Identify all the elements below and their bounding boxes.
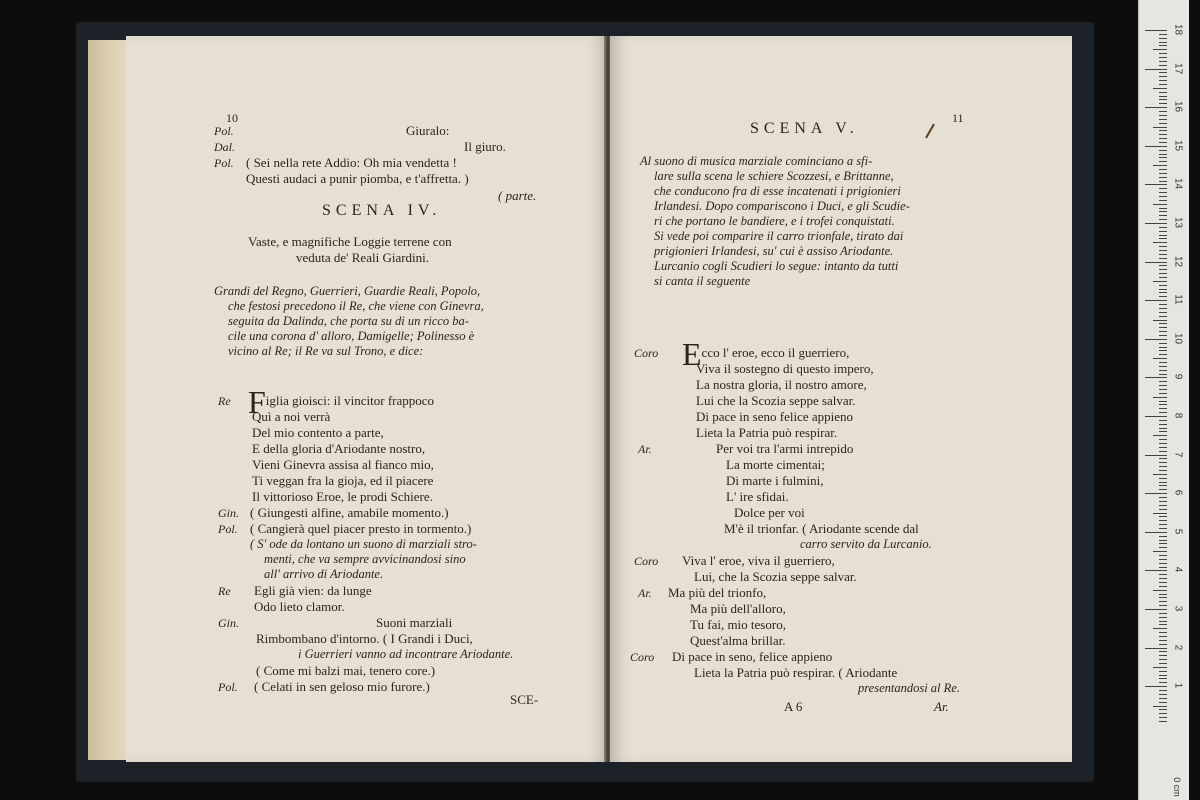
ruler-tick — [1145, 648, 1167, 649]
ruler-tick — [1159, 161, 1167, 162]
ruler-tick — [1153, 474, 1167, 475]
ruler-tick — [1145, 146, 1167, 147]
verse-line: Quì a noi verrà — [252, 409, 331, 424]
ruler-tick — [1145, 69, 1167, 70]
drop-cap: E — [682, 336, 702, 372]
verse-line: Lieta la Patria può respirar. — [696, 425, 838, 440]
verse-line: Ma più del trionfo, — [668, 585, 767, 600]
ruler-tick — [1153, 628, 1167, 629]
ruler-tick — [1153, 320, 1167, 321]
ruler-tick — [1159, 385, 1167, 386]
verse-line: Di pace in seno, felice appieno — [672, 649, 833, 664]
ruler-tick — [1159, 142, 1167, 143]
verse-line: ( Sei nella rete Addio: Oh mia vendetta ! — [246, 155, 457, 170]
verse-line: Del mio contento a parte, — [252, 425, 384, 440]
ruler-tick — [1159, 651, 1167, 652]
verse-line: L' ire sfidai. — [726, 489, 789, 504]
ruler-tick — [1159, 157, 1167, 158]
ruler-tick — [1159, 489, 1167, 490]
ruler-tick — [1159, 370, 1167, 371]
verse-line: ( Cangierà quel piacer presto in tormento.) — [250, 521, 472, 536]
ruler-number: 12 — [1172, 255, 1184, 267]
ruler-tick — [1159, 578, 1167, 579]
verse-line: Odo lieto clamor. — [254, 599, 345, 614]
ruler-tick — [1159, 702, 1167, 703]
ruler-tick — [1145, 300, 1167, 301]
ruler-tick — [1145, 107, 1167, 108]
ruler-tick — [1159, 547, 1167, 548]
ruler-number: 3 — [1172, 605, 1184, 612]
ruler-tick — [1145, 493, 1167, 494]
ruler-tick — [1159, 215, 1167, 216]
ruler-tick — [1159, 497, 1167, 498]
ruler-tick — [1159, 246, 1167, 247]
verse-line: ( Come mi balzi mai, tenero core.) — [256, 663, 436, 678]
verse-line: Lui, che la Scozia seppe salvar. — [694, 569, 857, 584]
ruler-tick — [1159, 238, 1167, 239]
ruler-tick — [1159, 582, 1167, 583]
ruler-tick — [1159, 99, 1167, 100]
ruler-tick — [1159, 659, 1167, 660]
ruler-tick — [1145, 262, 1167, 263]
ruler-tick — [1159, 231, 1167, 232]
ruler-tick — [1159, 485, 1167, 486]
verse-line: La nostra gloria, il nostro amore, — [696, 377, 867, 392]
catchword: SCE- — [510, 692, 539, 707]
verse-text: iglia gioisci: il vincitor frappoco — [265, 393, 435, 408]
ruler-tick — [1159, 292, 1167, 293]
speaker: Coro — [630, 650, 655, 664]
ruler-tick — [1159, 567, 1167, 568]
verse-line: Egli già vien: da lunge — [254, 583, 372, 598]
ruler-tick — [1159, 374, 1167, 375]
ruler-tick — [1159, 516, 1167, 517]
ruler-tick — [1159, 678, 1167, 679]
ruler-tick — [1159, 273, 1167, 274]
ruler-tick — [1159, 327, 1167, 328]
ruler-tick — [1159, 462, 1167, 463]
ruler-tick — [1159, 84, 1167, 85]
stage-direction: Lurcanio cogli Scudieri lo segue: intanto da tutti — [654, 259, 899, 273]
ruler-tick — [1145, 686, 1167, 687]
ruler-tick — [1153, 590, 1167, 591]
ruler-tick — [1159, 613, 1167, 614]
ruler-tick — [1159, 470, 1167, 471]
ruler-tick — [1159, 655, 1167, 656]
verse-line: Il vittorioso Eroe, le prodi Schiere. — [252, 489, 433, 504]
verse-line: Vieni Ginevra assisa al fianco mio, — [252, 457, 434, 472]
verse-line: Giuralo: — [406, 123, 450, 138]
speaker: Ar. — [638, 586, 652, 600]
stage-direction: presentandosi al Re. — [858, 681, 960, 695]
ruler-tick — [1159, 404, 1167, 405]
verse-line: Ma più dell'alloro, — [690, 601, 786, 616]
ruler-tick — [1159, 393, 1167, 394]
stage-direction: prigionieri Irlandesi, su' cui è assiso Ariodante. — [654, 244, 894, 258]
ruler-tick — [1159, 219, 1167, 220]
stage-direction: lare sulla scena le schiere Scozzesi, e Brittanne, — [654, 169, 894, 183]
ruler-tick — [1159, 543, 1167, 544]
ruler-tick — [1159, 574, 1167, 575]
ruler-number: 8 — [1172, 412, 1184, 419]
ruler-tick — [1159, 173, 1167, 174]
speaker: Dal. — [214, 140, 235, 154]
stage-direction: che conducono fra di esse incatenati i prigionieri — [654, 184, 901, 198]
ruler-tick — [1145, 455, 1167, 456]
ruler-tick — [1159, 478, 1167, 479]
stage-direction: cile una corona d' alloro, Damigelle; Polinesso è — [228, 329, 475, 343]
right-page — [610, 36, 1072, 762]
ruler-tick — [1159, 285, 1167, 286]
verse-line: Lieta la Patria può respirar. ( Ariodante — [694, 665, 898, 680]
ruler-tick — [1159, 632, 1167, 633]
ruler-tick — [1159, 466, 1167, 467]
ruler-tick — [1159, 335, 1167, 336]
ruler-tick — [1159, 555, 1167, 556]
ruler-tick — [1159, 323, 1167, 324]
verse-line: ( Celati in sen geloso mio furore.) — [254, 679, 430, 694]
ruler-tick — [1159, 563, 1167, 564]
scene-title: SCENA V. — [750, 120, 859, 137]
ruler-tick — [1159, 671, 1167, 672]
ruler-tick — [1153, 551, 1167, 552]
ruler-tick — [1159, 343, 1167, 344]
ruler-unit-label: 0 cm — [1172, 777, 1183, 797]
ruler-tick — [1159, 412, 1167, 413]
ruler-tick — [1145, 339, 1167, 340]
ruler-tick — [1159, 431, 1167, 432]
ruler-tick — [1159, 636, 1167, 637]
ruler-tick — [1159, 621, 1167, 622]
ruler-tick — [1159, 57, 1167, 58]
ruler-tick — [1153, 165, 1167, 166]
ruler-tick — [1159, 211, 1167, 212]
ruler-tick — [1159, 72, 1167, 73]
speaker: Pol. — [214, 124, 234, 138]
ruler-tick — [1159, 559, 1167, 560]
ruler-tick — [1159, 698, 1167, 699]
verse-text: cco l' eroe, ecco il guerriero, — [701, 345, 850, 360]
ruler-tick — [1159, 115, 1167, 116]
page-number-left: 10 — [226, 111, 238, 125]
ruler-tick — [1159, 34, 1167, 35]
ruler-tick — [1159, 296, 1167, 297]
page-edges — [88, 40, 130, 760]
speaker: Pol. — [214, 156, 234, 170]
ruler-tick — [1153, 435, 1167, 436]
ruler-tick — [1159, 597, 1167, 598]
verse-line: ( Giungesti alfine, amabile momento.) — [250, 505, 449, 520]
stage-direction: che festosi precedono il Re, che viene con Ginevra, — [228, 299, 484, 313]
ruler-tick — [1159, 258, 1167, 259]
ruler-tick — [1159, 96, 1167, 97]
ruler-number: 15 — [1172, 139, 1184, 151]
ruler-tick — [1159, 675, 1167, 676]
ruler-tick — [1159, 366, 1167, 367]
ruler-tick — [1153, 242, 1167, 243]
scene-title: SCENA IV. — [322, 202, 442, 219]
setting-line: veduta de' Reali Giardini. — [296, 250, 430, 265]
ruler-tick — [1159, 408, 1167, 409]
ruler-tick — [1159, 528, 1167, 529]
ruler-tick — [1159, 601, 1167, 602]
ruler-tick — [1159, 721, 1167, 722]
ruler-tick — [1159, 640, 1167, 641]
ruler-tick — [1159, 439, 1167, 440]
ruler-tick — [1159, 76, 1167, 77]
ruler-tick — [1153, 127, 1167, 128]
stage-direction: i Guerrieri vanno ad incontrare Ariodante. — [298, 647, 514, 661]
ruler-number: 16 — [1172, 101, 1184, 113]
ruler-number: 18 — [1172, 23, 1184, 36]
ruler-tick — [1159, 254, 1167, 255]
ruler-tick — [1159, 119, 1167, 120]
ruler-tick — [1159, 682, 1167, 683]
ruler-tick — [1159, 381, 1167, 382]
stage-direction: Al suono di musica marziale cominciano a sfi- — [640, 154, 873, 168]
ruler-tick — [1159, 690, 1167, 691]
ruler-number: 2 — [1172, 644, 1184, 650]
ruler-number: 4 — [1172, 567, 1184, 573]
stage-direction: ( S' ode da lontano un suono di marziali stro- — [250, 537, 477, 551]
ruler-tick — [1159, 331, 1167, 332]
ruler-tick — [1153, 397, 1167, 398]
stage-direction: ( parte. — [498, 188, 537, 203]
ruler-tick — [1159, 181, 1167, 182]
ruler-tick — [1145, 184, 1167, 185]
ruler-tick — [1159, 308, 1167, 309]
verse-line: Dolce per voi — [734, 505, 805, 520]
ruler-tick — [1159, 509, 1167, 510]
ruler-tick — [1159, 624, 1167, 625]
ruler-tick — [1159, 524, 1167, 525]
verse-line: Tu fai, mio tesoro, — [690, 617, 786, 632]
ruler-tick — [1159, 717, 1167, 718]
verse-line: Di marte i fulmini, — [726, 473, 824, 488]
ruler-tick — [1159, 188, 1167, 189]
ruler-tick — [1159, 265, 1167, 266]
ruler-tick — [1159, 123, 1167, 124]
speaker: Gin. — [218, 616, 239, 630]
ruler-tick — [1159, 111, 1167, 112]
ink-mark — [925, 124, 935, 139]
ruler-tick — [1153, 513, 1167, 514]
speaker: Pol. — [218, 522, 238, 536]
ruler-tick — [1159, 192, 1167, 193]
ruler-tick — [1145, 30, 1167, 31]
ruler-tick — [1145, 223, 1167, 224]
speaker: Ar. — [638, 442, 652, 456]
ruler-tick — [1159, 208, 1167, 209]
ruler-tick — [1145, 416, 1167, 417]
ruler-tick — [1159, 65, 1167, 66]
ruler-tick — [1159, 150, 1167, 151]
speaker: Coro — [634, 554, 659, 568]
ruler-tick — [1159, 134, 1167, 135]
drop-cap: F — [248, 384, 266, 420]
ruler-tick — [1159, 304, 1167, 305]
verse-line: Rimbombano d'intorno. ( I Grandi i Duci, — [256, 631, 473, 646]
ruler-tick — [1159, 38, 1167, 39]
stage-direction: Si vede poi comparire il carro trionfale, tirato dai — [654, 229, 904, 243]
ruler-tick — [1159, 154, 1167, 155]
ruler-number: 11 — [1172, 294, 1184, 305]
ruler-tick — [1159, 45, 1167, 46]
speaker: Coro — [634, 346, 659, 360]
ruler-tick — [1159, 277, 1167, 278]
stage-direction: seguita da Dalinda, che porta su di un ricco ba- — [228, 314, 469, 328]
verse-line: Suoni marziali — [376, 615, 453, 630]
ruler-tick — [1159, 501, 1167, 502]
ruler-number: 9 — [1172, 374, 1184, 380]
verse-line: M'è il trionfar. ( Ariodante scende dal — [724, 521, 919, 536]
ruler-tick — [1159, 428, 1167, 429]
ruler-number: 17 — [1172, 62, 1184, 74]
speaker: Re — [218, 394, 231, 408]
page-number-right: 11 — [952, 111, 964, 125]
stage-direction: ri che portano le bandiere, e i trofei conquistati. — [654, 214, 895, 228]
verse-line: Viva l' eroe, viva il guerriero, — [682, 553, 835, 568]
verse-line: Quest'alma brillar. — [690, 633, 786, 648]
ruler-tick — [1159, 401, 1167, 402]
verse-line: Di pace in seno felice appieno — [696, 409, 854, 424]
ruler-tick — [1159, 536, 1167, 537]
ruler-tick — [1153, 667, 1167, 668]
ruler-tick — [1159, 520, 1167, 521]
ruler-tick — [1153, 281, 1167, 282]
verse-line: Ti veggan fra la gioja, ed il piacere — [252, 473, 434, 488]
ruler-tick — [1159, 200, 1167, 201]
ruler-tick — [1159, 505, 1167, 506]
ruler-tick — [1153, 88, 1167, 89]
ruler-tick — [1159, 42, 1167, 43]
ruler-tick — [1153, 204, 1167, 205]
stage-direction: Grandi del Regno, Guerrieri, Guardie Reali, Popolo, — [214, 284, 481, 298]
ruler-tick — [1159, 130, 1167, 131]
ruler-tick — [1159, 312, 1167, 313]
ruler-tick — [1159, 103, 1167, 104]
ruler-tick — [1159, 482, 1167, 483]
ruler-tick — [1159, 540, 1167, 541]
speaker: Gin. — [218, 506, 239, 520]
ruler-number: 1 — [1172, 682, 1184, 689]
ruler-tick — [1159, 169, 1167, 170]
ruler-tick — [1159, 447, 1167, 448]
ruler-tick — [1159, 196, 1167, 197]
ruler-tick — [1159, 354, 1167, 355]
verse-line: Per voi tra l'armi intrepido — [716, 441, 854, 456]
catchword: Ar. — [934, 699, 949, 714]
verse-line: La morte cimentai; — [726, 457, 825, 472]
ruler-tick — [1153, 706, 1167, 707]
ruler-tick — [1159, 227, 1167, 228]
ruler-tick — [1159, 269, 1167, 270]
ruler-tick — [1159, 53, 1167, 54]
stage-direction: si canta il seguente — [654, 274, 751, 288]
ruler-number: 5 — [1172, 528, 1184, 535]
ruler-tick — [1159, 458, 1167, 459]
ruler-tick — [1159, 443, 1167, 444]
ruler-tick — [1145, 570, 1167, 571]
ruler-tick — [1159, 362, 1167, 363]
speaker: Re — [218, 584, 231, 598]
ruler-tick — [1159, 347, 1167, 348]
setting-line: Vaste, e magnifiche Loggie terrene con — [248, 234, 452, 249]
ruler-number: 14 — [1172, 178, 1184, 190]
left-page — [126, 36, 608, 762]
verse-line: Viva il sostegno di questo impero, — [696, 361, 874, 376]
ruler-tick — [1145, 609, 1167, 610]
ruler-tick — [1159, 709, 1167, 710]
stage-direction: menti, che va sempre avvicinandosi sino — [264, 552, 466, 566]
ruler-tick — [1159, 644, 1167, 645]
signature-mark: A 6 — [784, 699, 803, 714]
ruler-tick — [1159, 350, 1167, 351]
speaker: Pol. — [218, 680, 238, 694]
ruler-tick — [1159, 586, 1167, 587]
ruler-tick — [1159, 80, 1167, 81]
stage-direction: vicino al Re; il Re va sul Trono, e dice: — [228, 344, 424, 358]
ruler-tick — [1159, 389, 1167, 390]
ruler-number: 6 — [1172, 489, 1184, 496]
ruler-tick — [1159, 177, 1167, 178]
verse-line: Questi audaci a punir piomba, e t'affretta. ) — [246, 171, 469, 186]
stage-direction: all' arrivo di Ariodante. — [264, 567, 384, 581]
ruler-tick — [1145, 377, 1167, 378]
ruler-tick — [1159, 713, 1167, 714]
stage-direction: Irlandesi. Dopo compariscono i Duci, e gli Scudie- — [654, 199, 910, 213]
ruler-number: 7 — [1172, 451, 1184, 457]
ruler-tick — [1145, 532, 1167, 533]
ruler-tick — [1159, 617, 1167, 618]
stage-direction: carro servito da Lurcanio. — [800, 537, 932, 551]
ruler-tick — [1159, 92, 1167, 93]
ruler-number: 10 — [1172, 332, 1184, 344]
ruler-tick — [1159, 250, 1167, 251]
verse-line: E della gloria d'Ariodante nostro, — [252, 441, 426, 456]
ruler-tick — [1153, 358, 1167, 359]
ruler-tick — [1159, 451, 1167, 452]
ruler-tick — [1159, 289, 1167, 290]
ruler-tick — [1159, 235, 1167, 236]
ruler-tick — [1159, 138, 1167, 139]
ruler-tick — [1159, 694, 1167, 695]
ruler-number: 13 — [1172, 216, 1184, 229]
ruler-tick — [1159, 61, 1167, 62]
ruler-tick — [1153, 49, 1167, 50]
verse-line: Lui che la Scozia seppe salvar. — [696, 393, 856, 408]
ruler-tick — [1159, 594, 1167, 595]
ruler-tick — [1159, 316, 1167, 317]
ruler-tick — [1159, 420, 1167, 421]
measurement-ruler — [1138, 0, 1189, 800]
ruler-tick — [1159, 663, 1167, 664]
ruler-tick — [1159, 605, 1167, 606]
verse-line: Il giuro. — [464, 139, 506, 154]
ruler-tick — [1159, 424, 1167, 425]
